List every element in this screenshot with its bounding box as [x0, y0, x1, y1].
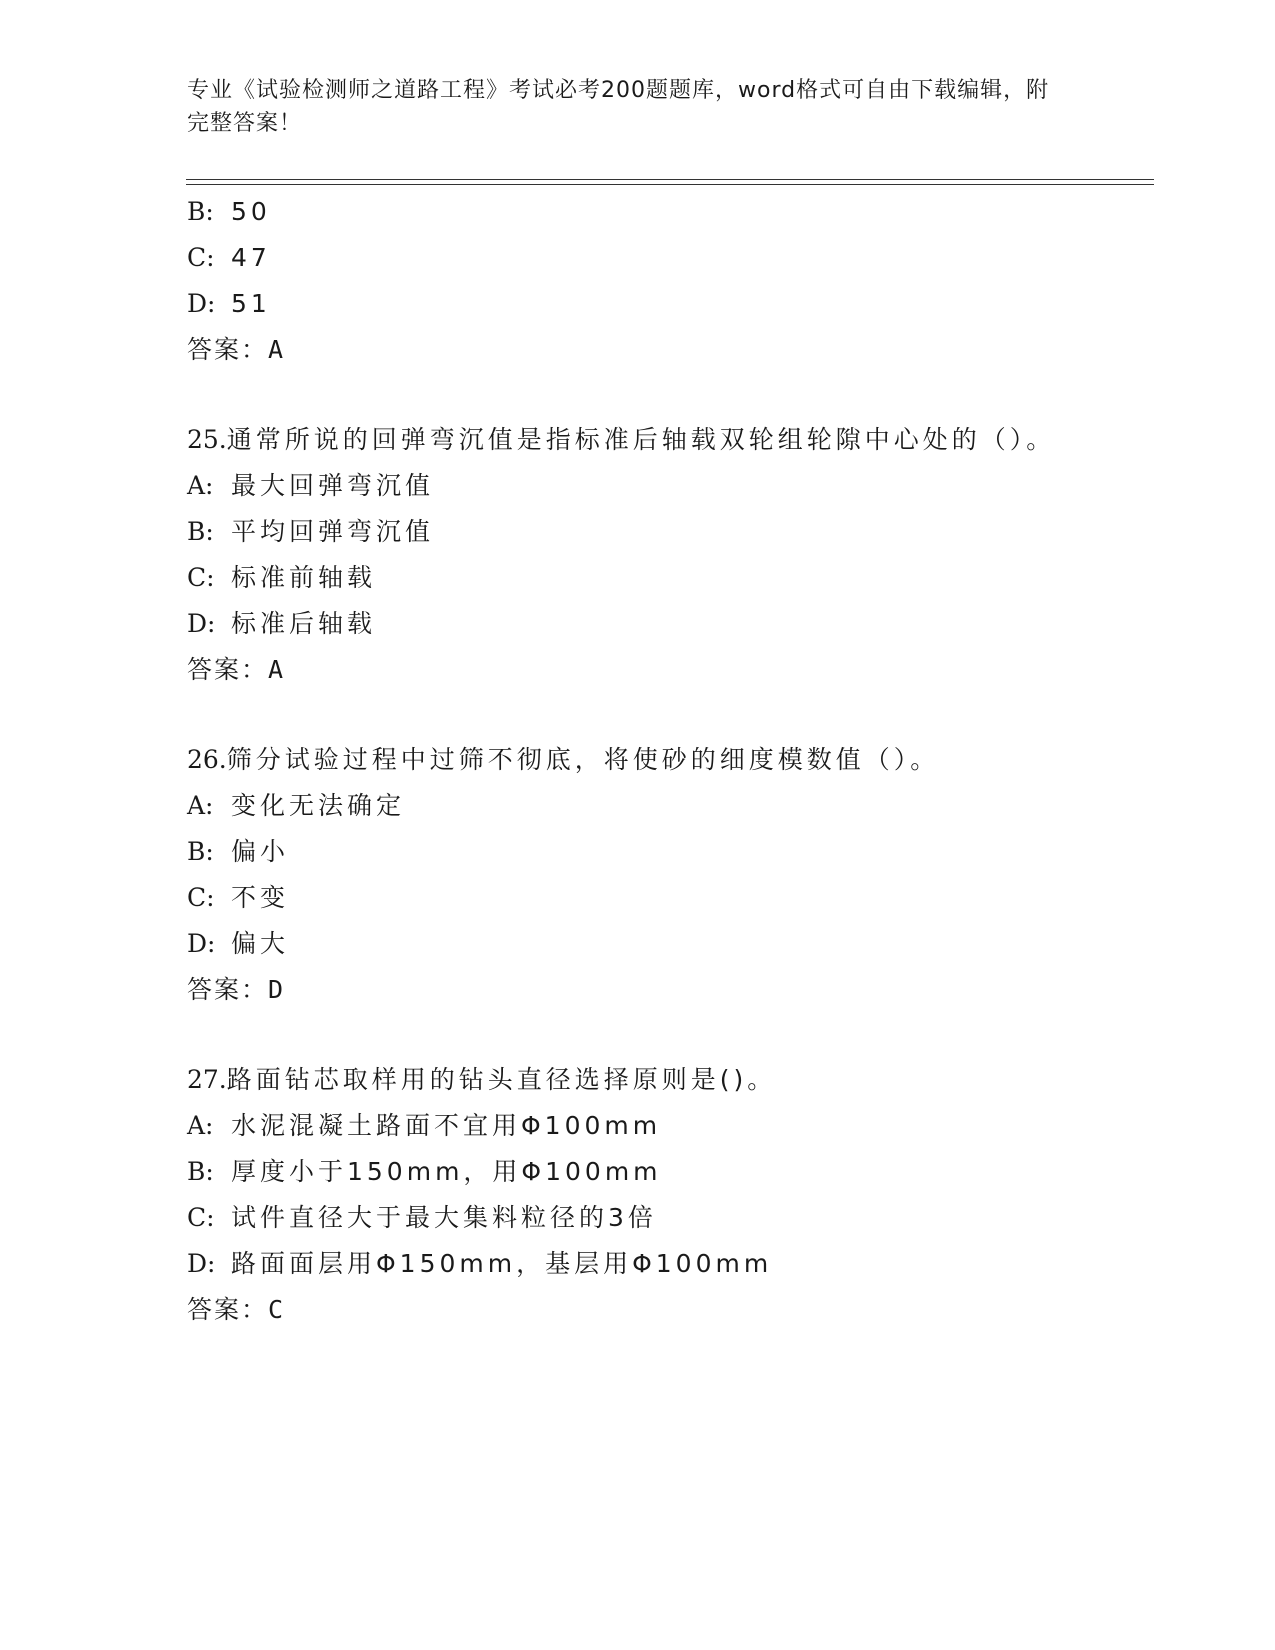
spacer — [187, 373, 1147, 417]
option-text: 厚度小于150mm，用Φ100mm — [231, 1157, 662, 1186]
question-stem — [187, 417, 1147, 463]
question-26 — [187, 737, 1147, 1013]
option-letter: D: — [187, 929, 216, 958]
option-text: 50 — [231, 197, 271, 226]
option-b — [187, 1149, 1147, 1195]
question-24-continued — [187, 189, 1147, 373]
option-c — [187, 1195, 1147, 1241]
question-stem — [187, 1057, 1147, 1103]
question-text: 通常所说的回弹弯沉值是指标准后轴载双轮组轮隙中心处的（）。 — [226, 425, 1056, 454]
option-letter: A: — [187, 471, 214, 500]
spacer — [187, 693, 1147, 737]
answer-value: D — [268, 975, 284, 1004]
option-d — [187, 601, 1147, 647]
spacer — [187, 1013, 1147, 1057]
answer-line — [187, 1287, 1147, 1333]
option-letter: A: — [187, 791, 214, 820]
option-letter: B: — [187, 1157, 214, 1186]
answer-line — [187, 647, 1147, 693]
answer-label: 答案： — [187, 335, 269, 364]
option-c — [187, 555, 1147, 601]
option-a — [187, 783, 1147, 829]
question-number: 27. — [187, 1065, 227, 1094]
option-b — [187, 509, 1147, 555]
question-list — [187, 189, 1147, 1333]
option-text: 47 — [231, 243, 271, 272]
option-text: 标准前轴载 — [231, 563, 377, 592]
answer-line — [187, 967, 1147, 1013]
option-text: 偏大 — [231, 929, 290, 958]
option-a — [187, 1103, 1147, 1149]
option-letter: C: — [187, 883, 215, 912]
option-text: 标准后轴载 — [231, 609, 377, 638]
header-rule-top — [186, 179, 1154, 180]
option-text: 51 — [231, 289, 271, 318]
answer-label: 答案： — [187, 655, 269, 684]
option-letter: B: — [187, 197, 214, 226]
option-b — [187, 189, 1147, 235]
document-header — [187, 74, 1067, 140]
question-number: 26. — [187, 745, 227, 774]
option-d — [187, 281, 1147, 327]
option-text: 偏小 — [231, 837, 290, 866]
answer-value: C — [268, 1295, 284, 1324]
answer-label: 答案： — [187, 975, 269, 1004]
answer-label: 答案： — [187, 1295, 269, 1324]
answer-value: A — [268, 655, 284, 684]
option-letter: C: — [187, 563, 215, 592]
option-d — [187, 921, 1147, 967]
header-title: 专业《试验检测师之道路工程》考试必考200题题库，word格式可自由下载编辑，附完整答案！ — [187, 78, 1050, 136]
option-letter: D: — [187, 289, 216, 318]
header-rule-bottom — [186, 184, 1154, 185]
option-d — [187, 1241, 1147, 1287]
option-letter: A: — [187, 1111, 214, 1140]
option-text: 水泥混凝土路面不宜用Φ100mm — [231, 1111, 662, 1140]
answer-value: A — [268, 335, 284, 364]
option-letter: D: — [187, 1249, 216, 1278]
option-b — [187, 829, 1147, 875]
answer-line — [187, 327, 1147, 373]
question-number: 25. — [187, 425, 227, 454]
question-text: 筛分试验过程中过筛不彻底，将使砂的细度模数值（）。 — [226, 745, 940, 774]
option-c — [187, 235, 1147, 281]
option-text: 不变 — [231, 883, 290, 912]
question-text: 路面钻芯取样用的钻头直径选择原则是()。 — [226, 1065, 777, 1094]
option-text: 路面面层用Φ150mm，基层用Φ100mm — [231, 1249, 773, 1278]
question-stem — [187, 737, 1147, 783]
option-text: 变化无法确定 — [231, 791, 406, 820]
option-letter: C: — [187, 243, 215, 272]
option-text: 最大回弹弯沉值 — [231, 471, 435, 500]
option-text: 试件直径大于最大集料粒径的3倍 — [231, 1203, 657, 1232]
option-a — [187, 463, 1147, 509]
option-letter: D: — [187, 609, 216, 638]
option-c — [187, 875, 1147, 921]
option-letter: B: — [187, 837, 214, 866]
question-27 — [187, 1057, 1147, 1333]
option-letter: B: — [187, 517, 214, 546]
option-text: 平均回弹弯沉值 — [231, 517, 435, 546]
option-letter: C: — [187, 1203, 215, 1232]
question-25 — [187, 417, 1147, 693]
